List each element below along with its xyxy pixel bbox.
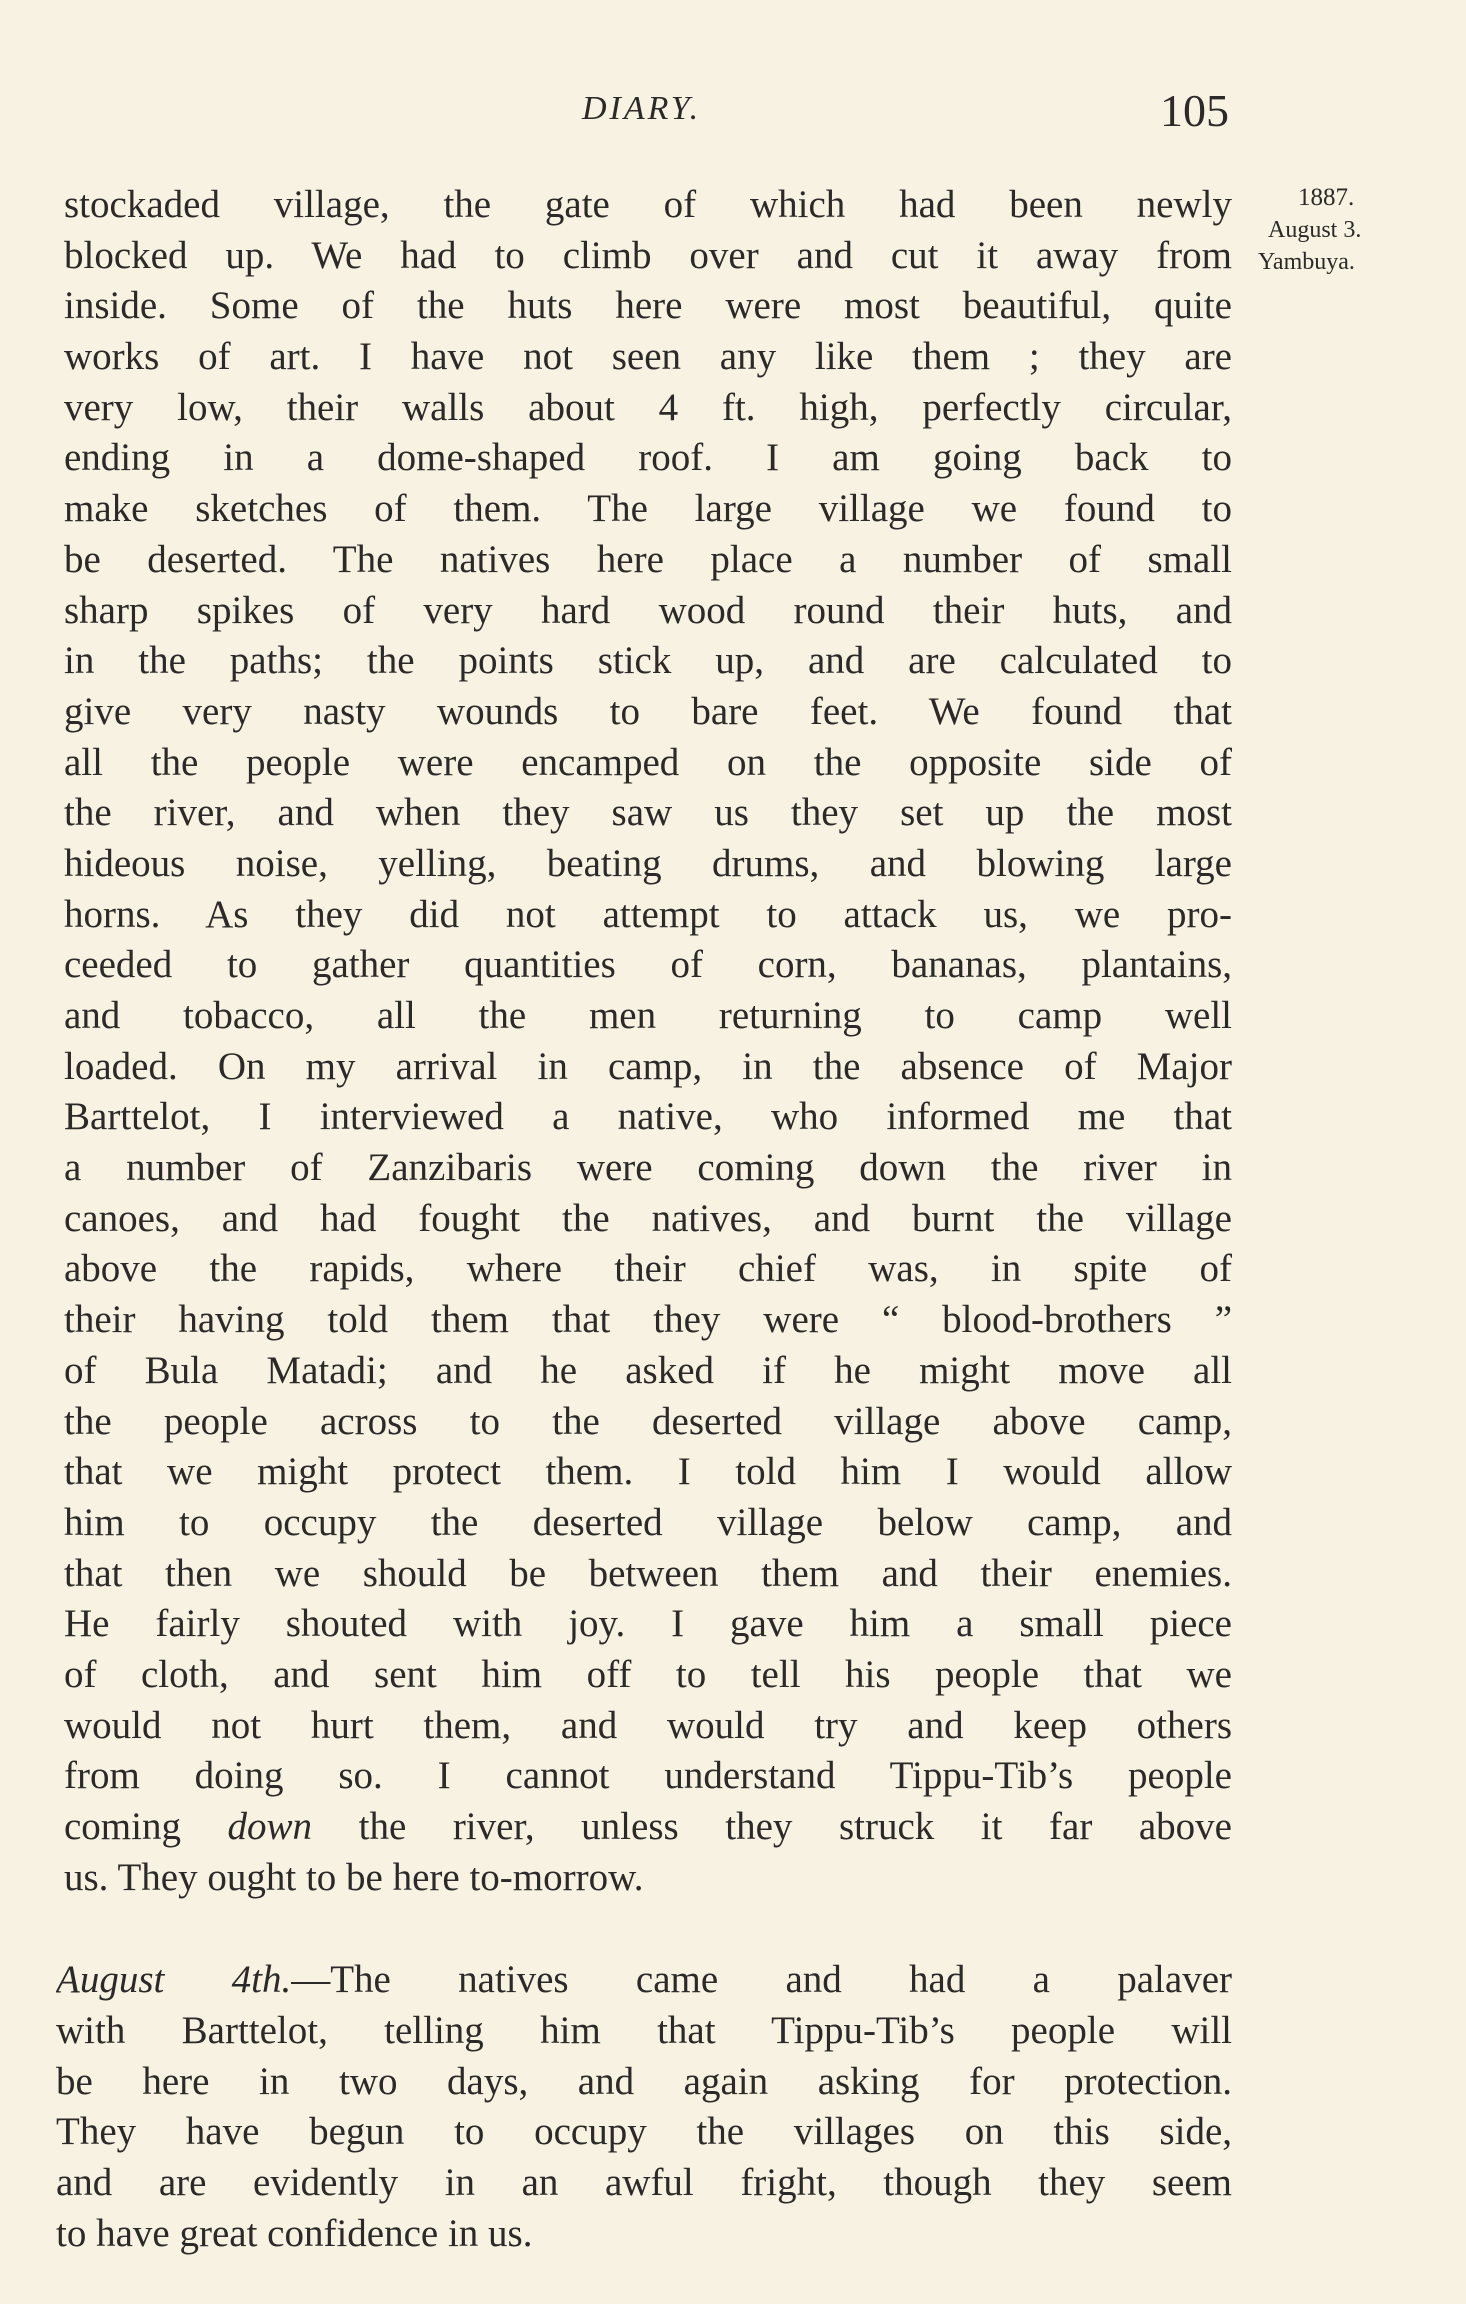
text-line: ending in a dome-shaped roof. I am going back to — [64, 436, 1232, 480]
text-run: the river, unless they struck it far above — [312, 1805, 1232, 1848]
text-line: canoes, and had fought the natives, and burnt the village — [64, 1196, 1232, 1240]
text-line: him to occupy the deserted village below camp, and — [64, 1500, 1232, 1544]
running-head: DIARY. — [582, 90, 702, 127]
margin-note-year: 1887. — [1298, 184, 1355, 211]
entry-date: August 4th. — [56, 1958, 292, 2002]
text-line: in the paths; the points stick up, and are calculated to — [64, 639, 1232, 683]
text-line: sharp spikes of very hard wood round their huts, and — [64, 588, 1232, 632]
text-line: blocked up. We had to climb over and cut it away from — [64, 233, 1232, 277]
margin-note-place: Yambuya. — [1258, 249, 1355, 275]
text-line: very low, their walls about 4 ft. high, perfectly circular, — [64, 385, 1232, 429]
text-line: hideous noise, yelling, beating drums, and blowing large — [64, 841, 1232, 885]
text-run: coming — [64, 1805, 228, 1848]
italic-word: down — [227, 1805, 313, 1848]
text-line: They have begun to occupy the villages on this side, — [56, 2110, 1232, 2154]
text-line: of Bula Matadi; and he asked if he might move all — [64, 1348, 1232, 1392]
text-line: that then we should be between them and their enemies. — [64, 1551, 1232, 1595]
paragraph-1 — [64, 180, 1232, 1802]
text-line: would not hurt them, and would try and keep others — [64, 1703, 1232, 1747]
text-line: all the people were encamped on the opposite side of — [64, 740, 1232, 784]
text-line: the river, and when they saw us they set up the most — [64, 791, 1232, 835]
text-line: us. They ought to be here to-morrow. — [64, 1855, 644, 1899]
text-line: and are evidently in an awful fright, though they seem — [56, 2161, 1232, 2205]
text-line: to have great confidence in us. — [56, 2211, 533, 2255]
text-line: stockaded village, the gate of which had been newly — [64, 183, 1232, 226]
text-line: above the rapids, where their chief was, in spite of — [64, 1247, 1232, 1291]
text-line — [56, 1955, 1232, 2006]
text-line: loaded. On my arrival in camp, in the absence of Major — [64, 1044, 1232, 1088]
page-header — [0, 84, 1466, 144]
text-line — [64, 1802, 1232, 1853]
margin-note — [1258, 182, 1458, 278]
text-line: be here in two days, and again asking for protection. — [56, 2059, 1232, 2103]
margin-note-date: August 3. — [1268, 217, 1362, 243]
body-text — [56, 180, 1232, 2260]
paragraph-2 — [56, 1955, 1232, 2259]
text-line: their having told them that they were “ blood-brothers ” — [64, 1298, 1232, 1342]
text-line: a number of Zanzibaris were coming down the river in — [64, 1146, 1232, 1190]
paragraph-gap — [64, 1903, 1232, 1955]
text-line: with Barttelot, telling him that Tippu-Tib’s people will — [56, 2009, 1232, 2053]
text-line: that we might protect them. I told him I would allow — [64, 1450, 1232, 1494]
text-line: Barttelot, I interviewed a native, who informed me that — [64, 1095, 1232, 1139]
paragraph-2-lines — [56, 2006, 1232, 2209]
text-line: make sketches of them. The large village we found to — [64, 487, 1232, 531]
text-run: —The natives came and had a palaver — [291, 1958, 1232, 2002]
text-line: give very nasty wounds to bare feet. We found that — [64, 689, 1232, 733]
page-number: 105 — [1160, 85, 1229, 136]
text-line: from doing so. I cannot understand Tippu-Tib’s people — [64, 1754, 1232, 1798]
text-line: of cloth, and sent him off to tell his people that we — [64, 1652, 1232, 1696]
text-line: the people across to the deserted village above camp, — [64, 1399, 1232, 1443]
text-line: be deserted. The natives here place a number of small — [64, 537, 1232, 581]
text-line: inside. Some of the huts here were most beautiful, quite — [64, 284, 1232, 328]
text-line: ceeded to gather quantities of corn, bananas, plantains, — [64, 943, 1232, 987]
text-line: He fairly shouted with joy. I gave him a small piece — [64, 1602, 1232, 1646]
text-line: horns. As they did not attempt to attack us, we pro- — [64, 892, 1232, 936]
text-line: and tobacco, all the men returning to camp well — [64, 994, 1232, 1037]
text-line: works of art. I have not seen any like them ; they are — [64, 335, 1232, 379]
